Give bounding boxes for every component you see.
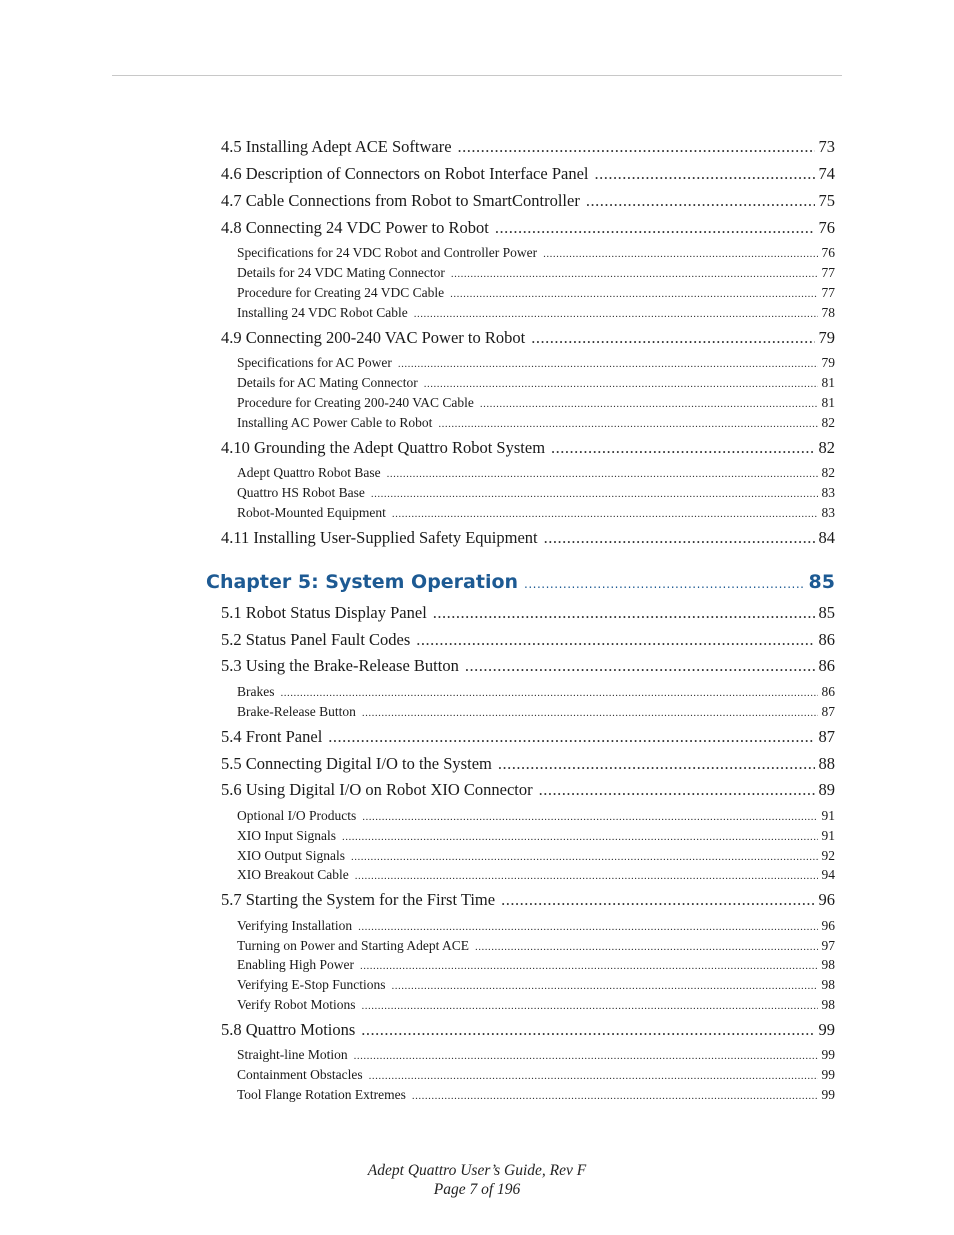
toc-dot-leader xyxy=(360,956,818,976)
toc-entry-page: 84 xyxy=(818,528,835,547)
toc-entry-page: 92 xyxy=(821,848,835,863)
toc-entry-label: Quattro HS Robot Base xyxy=(237,485,365,500)
toc-subsection-entry[interactable] xyxy=(237,936,835,956)
toc-entry-label: XIO Breakout Cable xyxy=(237,867,349,882)
toc-dot-leader xyxy=(595,162,815,186)
toc-subsection-entry[interactable] xyxy=(237,393,835,413)
toc-entry-label: 5.2 Status Panel Fault Codes xyxy=(221,630,411,649)
toc-entry-page: 87 xyxy=(821,704,835,719)
toc-entry-label: Enabling High Power xyxy=(237,957,354,972)
toc-section-entry[interactable] xyxy=(221,888,835,912)
toc-entry-page: 81 xyxy=(821,395,835,410)
toc-entry-page: 99 xyxy=(818,1020,835,1039)
toc-entry-page: 88 xyxy=(818,754,835,773)
toc-dot-leader xyxy=(458,135,815,159)
toc-chapter-entry[interactable] xyxy=(206,568,835,596)
toc-dot-leader xyxy=(281,683,818,703)
toc-dot-leader xyxy=(362,807,817,827)
toc-dot-leader xyxy=(586,189,815,213)
toc-dot-leader xyxy=(412,1086,818,1106)
toc-entry-page: 99 xyxy=(821,1047,835,1062)
toc-entry-label: Robot-Mounted Equipment xyxy=(237,505,386,520)
toc-entry-label: 5.4 Front Panel xyxy=(221,727,323,746)
toc-subsection-entry[interactable] xyxy=(237,413,835,433)
toc-entry-label: Verifying E-Stop Functions xyxy=(237,977,386,992)
toc-subsection-entry[interactable] xyxy=(237,806,835,826)
toc-entry-page: 85 xyxy=(808,571,835,593)
toc-subsection-entry[interactable] xyxy=(237,702,835,722)
toc-entry-page: 76 xyxy=(818,218,835,237)
toc-dot-leader xyxy=(362,703,818,723)
toc-entry-label: XIO Input Signals xyxy=(237,828,336,843)
toc-entry-label: Specifications for AC Power xyxy=(237,355,392,370)
toc-entry-label: 5.6 Using Digital I/O on Robot XIO Connector xyxy=(221,780,533,799)
toc-subsection-entry[interactable] xyxy=(237,1065,835,1085)
toc-entry-label: 5.3 Using the Brake-Release Button xyxy=(221,656,459,675)
toc-dot-leader xyxy=(531,326,814,350)
toc-dot-leader xyxy=(495,216,815,240)
toc-dot-leader xyxy=(475,937,817,957)
toc-subsection-entry[interactable] xyxy=(237,463,835,483)
toc-entry-label: 4.11 Installing User-Supplied Safety Equipment xyxy=(221,528,538,547)
toc-dot-leader xyxy=(355,866,818,886)
toc-entry-page: 77 xyxy=(821,285,835,300)
toc-dot-leader xyxy=(424,374,818,394)
toc-entry-label: 5.5 Connecting Digital I/O to the System xyxy=(221,754,492,773)
toc-entry-label: 4.5 Installing Adept ACE Software xyxy=(221,137,452,156)
toc-entry-label: 4.10 Grounding the Adept Quattro Robot System xyxy=(221,438,546,457)
toc-entry-page: 81 xyxy=(821,375,835,390)
toc-dot-leader xyxy=(539,778,815,802)
toc-section-entry[interactable] xyxy=(221,628,835,652)
toc-entry-page: 74 xyxy=(818,164,835,183)
toc-entry-page: 73 xyxy=(818,137,835,156)
toc-subsection-entry[interactable] xyxy=(237,1085,835,1105)
footer-page-number: Page 7 of 196 xyxy=(433,1181,521,1198)
toc-section-entry[interactable] xyxy=(221,162,835,186)
toc-entry-label: Specifications for 24 VDC Robot and Controller Power xyxy=(237,245,538,260)
toc-entry-label: 5.1 Robot Status Display Panel xyxy=(221,603,427,622)
toc-subsection-entry[interactable] xyxy=(237,373,835,393)
toc-entry-page: 99 xyxy=(821,1087,835,1102)
toc-entry-page: 82 xyxy=(818,438,835,457)
toc-entry-page: 78 xyxy=(821,305,835,320)
toc-dot-leader xyxy=(543,244,817,264)
toc-section-entry[interactable] xyxy=(221,654,835,678)
toc-entry-label: Verifying Installation xyxy=(237,918,353,933)
toc-dot-leader xyxy=(416,628,814,652)
toc-subsection-entry[interactable] xyxy=(237,846,835,866)
toc-entry-page: 82 xyxy=(821,415,835,430)
toc-entry-page: 76 xyxy=(821,245,835,260)
toc-dot-leader xyxy=(465,654,815,678)
toc-section-entry[interactable] xyxy=(221,526,835,550)
toc-entry-label: Adept Quattro Robot Base xyxy=(237,465,381,480)
toc-entry-page: 77 xyxy=(821,265,835,280)
toc-entry-page: 83 xyxy=(821,505,835,520)
toc-entry-label: 4.7 Cable Connections from Robot to SmartController xyxy=(221,191,580,210)
toc-entry-label: Procedure for Creating 24 VDC Cable xyxy=(237,285,445,300)
toc-entry-label: Brake-Release Button xyxy=(237,704,356,719)
toc-entry-label: Turning on Power and Starting Adept ACE xyxy=(237,938,470,953)
toc-entry-label: 4.9 Connecting 200-240 VAC Power to Robot xyxy=(221,328,526,347)
toc-dot-leader xyxy=(551,436,814,460)
toc-entry-page: 98 xyxy=(821,997,835,1012)
toc-subsection-entry[interactable] xyxy=(237,263,835,283)
toc-dot-leader xyxy=(450,284,817,304)
toc-dot-leader xyxy=(369,1066,818,1086)
toc-entry-label: Procedure for Creating 200-240 VAC Cable xyxy=(237,395,474,410)
toc-subsection-entry[interactable] xyxy=(237,865,835,885)
toc-entry-label: Straight-line Motion xyxy=(237,1047,348,1062)
toc-dot-leader xyxy=(351,847,818,867)
toc-entry-page: 97 xyxy=(821,938,835,953)
toc-dot-leader xyxy=(371,484,818,504)
toc-entry-label: Details for AC Mating Connector xyxy=(237,375,418,390)
toc-entry-page: 96 xyxy=(818,890,835,909)
toc-section-entry[interactable] xyxy=(221,135,835,159)
toc-dot-leader xyxy=(480,394,818,414)
toc-section-entry[interactable] xyxy=(221,778,835,802)
toc-section-entry[interactable] xyxy=(221,189,835,213)
toc-entry-page: 94 xyxy=(821,867,835,882)
toc-entry-page: 86 xyxy=(818,656,835,675)
toc-dot-leader xyxy=(362,996,818,1016)
toc-entry-label: Containment Obstacles xyxy=(237,1067,363,1082)
toc-dot-leader xyxy=(501,888,814,912)
toc-entry-label: Verify Robot Motions xyxy=(237,997,356,1012)
toc-entry-page: 91 xyxy=(821,828,835,843)
toc-dot-leader xyxy=(524,570,805,598)
toc-dot-leader xyxy=(392,976,818,996)
toc-subsection-entry[interactable] xyxy=(237,303,835,323)
toc-dot-leader xyxy=(387,464,818,484)
toc-subsection-entry[interactable] xyxy=(237,955,835,975)
toc-dot-leader xyxy=(328,725,814,749)
toc-entry-label: XIO Output Signals xyxy=(237,848,345,863)
toc-entry-label: 4.6 Description of Connectors on Robot Interface Panel xyxy=(221,164,589,183)
toc-section-entry[interactable] xyxy=(221,436,835,460)
toc-entry-page: 99 xyxy=(821,1067,835,1082)
toc-dot-leader xyxy=(438,414,817,434)
toc-entry-page: 86 xyxy=(821,684,835,699)
toc-subsection-entry[interactable] xyxy=(237,1045,835,1065)
toc-subsection-entry[interactable] xyxy=(237,826,835,846)
toc-entry-page: 86 xyxy=(818,630,835,649)
toc-section-entry[interactable] xyxy=(221,601,835,625)
toc-subsection-entry[interactable] xyxy=(237,995,835,1015)
toc-dot-leader xyxy=(498,752,815,776)
toc-entry-label: Chapter 5: System Operation xyxy=(206,571,519,593)
toc-entry-label: 5.8 Quattro Motions xyxy=(221,1020,356,1039)
toc-entry-label: Installing AC Power Cable to Robot xyxy=(237,415,433,430)
toc-entry-label: 4.8 Connecting 24 VDC Power to Robot xyxy=(221,218,489,237)
toc-subsection-entry[interactable] xyxy=(237,483,835,503)
toc-section-entry[interactable] xyxy=(221,216,835,240)
toc-dot-leader xyxy=(342,827,818,847)
toc-subsection-entry[interactable] xyxy=(237,503,835,523)
toc-subsection-entry[interactable] xyxy=(237,283,835,303)
toc-section-entry[interactable] xyxy=(221,752,835,776)
toc-subsection-entry[interactable] xyxy=(237,682,835,702)
toc-subsection-entry[interactable] xyxy=(237,353,835,373)
toc-entry-label: Optional I/O Products xyxy=(237,808,357,823)
toc-dot-leader xyxy=(433,601,815,625)
toc-entry-page: 98 xyxy=(821,977,835,992)
toc-entry-label: Installing 24 VDC Robot Cable xyxy=(237,305,408,320)
toc-entry-label: 5.7 Starting the System for the First Time xyxy=(221,890,496,909)
toc-subsection-entry[interactable] xyxy=(237,243,835,263)
toc-entry-label: Tool Flange Rotation Extremes xyxy=(237,1087,406,1102)
toc-dot-leader xyxy=(544,526,815,550)
toc-dot-leader xyxy=(358,917,817,937)
toc-dot-leader xyxy=(354,1046,818,1066)
toc-dot-leader xyxy=(451,264,818,284)
toc-section-entry[interactable] xyxy=(221,326,835,350)
toc-entry-page: 82 xyxy=(821,465,835,480)
toc-subsection-entry[interactable] xyxy=(237,975,835,995)
toc-entry-page: 96 xyxy=(821,918,835,933)
toc-dot-leader xyxy=(398,354,818,374)
toc-entry-label: Brakes xyxy=(237,684,275,699)
toc-entry-page: 79 xyxy=(818,328,835,347)
toc-section-entry[interactable] xyxy=(221,725,835,749)
toc-subsection-entry[interactable] xyxy=(237,916,835,936)
toc-entry-page: 85 xyxy=(818,603,835,622)
toc-dot-leader xyxy=(392,504,818,524)
toc-entry-page: 89 xyxy=(818,780,835,799)
toc-entry-page: 98 xyxy=(821,957,835,972)
toc-section-entry[interactable] xyxy=(221,1018,835,1042)
toc-entry-page: 79 xyxy=(821,355,835,370)
toc-entry-page: 75 xyxy=(818,191,835,210)
footer-title: Adept Quattro User’s Guide, Rev F xyxy=(367,1162,587,1179)
toc-dot-leader xyxy=(361,1018,814,1042)
toc-dot-leader xyxy=(414,304,818,324)
toc-entry-page: 87 xyxy=(818,727,835,746)
toc-entry-page: 91 xyxy=(821,808,835,823)
toc-entry-page: 83 xyxy=(821,485,835,500)
toc-entry-label: Details for 24 VDC Mating Connector xyxy=(237,265,445,280)
